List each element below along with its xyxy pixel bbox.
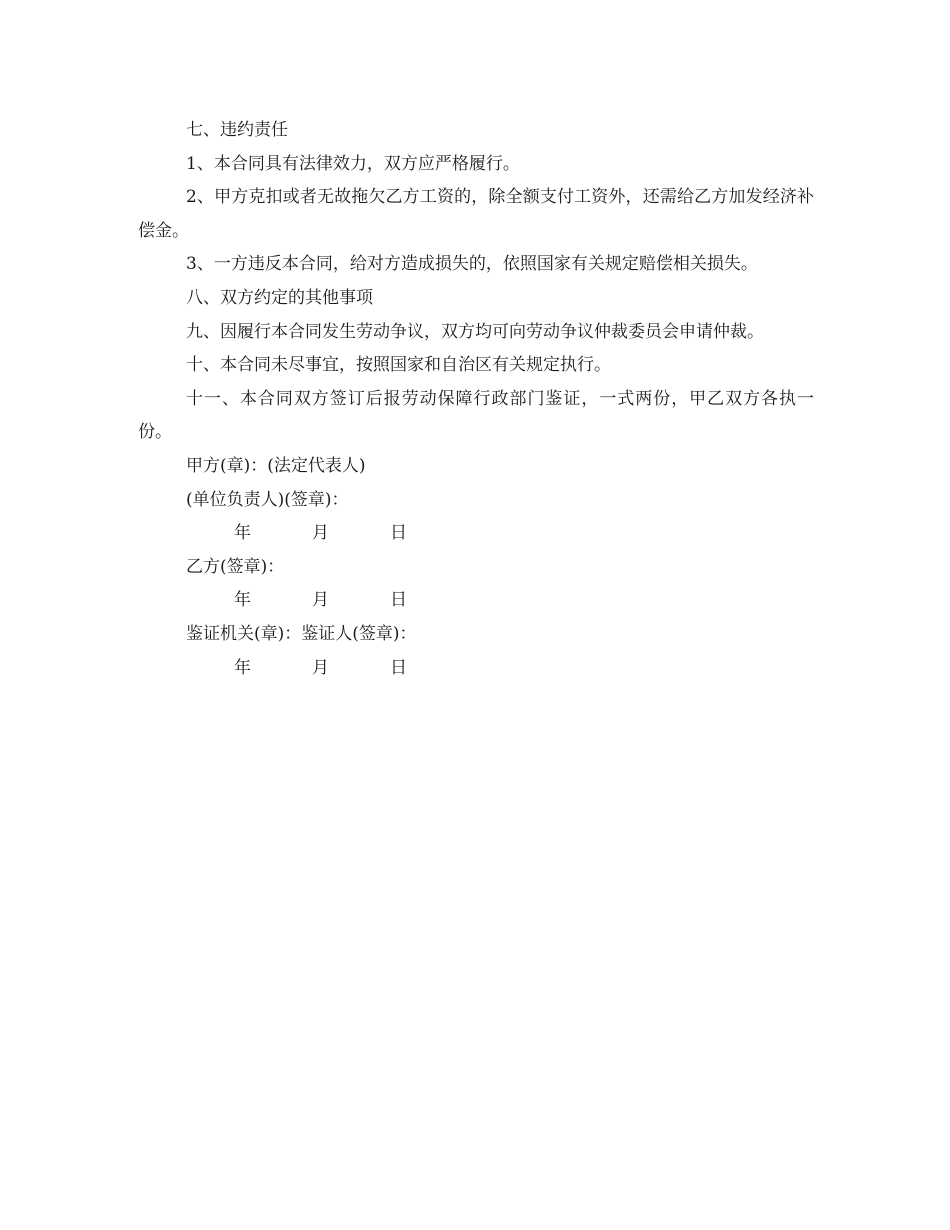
date-year-label: 年	[234, 657, 251, 678]
date-year-label: 年	[234, 590, 251, 611]
party-b-date-line	[138, 584, 814, 618]
date-year-label: 年	[234, 523, 251, 544]
verifier-date-line	[138, 652, 814, 686]
clause-7-2: 2、甲方克扣或者无故拖欠乙方工资的，除全额支付工资外，还需给乙方加发经济补偿金。	[138, 187, 814, 241]
clause-7-3: 3、一方违反本合同，给对方造成损失的，依照国家有关规定赔偿相关损失。	[186, 254, 758, 275]
section-7-title: 七、违约责任	[186, 120, 288, 140]
section-8-title: 八、双方约定的其他事项	[186, 287, 373, 308]
party-b-signature-line: 乙方(签章)：	[186, 556, 285, 577]
date-day-label: 日	[390, 657, 407, 678]
date-month-label: 月	[312, 523, 329, 544]
date-day-label: 日	[390, 590, 407, 611]
date-month-label: 月	[312, 657, 329, 678]
date-month-label: 月	[312, 590, 329, 611]
party-a-representative-line: (单位负责人)(签章)：	[186, 489, 349, 510]
verifier-signature-line: 鉴证机关(章)：鉴证人(签章)：	[186, 623, 417, 644]
section-9: 九、因履行本合同发生劳动争议，双方均可向劳动争议仲裁委员会申请仲裁。	[186, 321, 764, 342]
date-day-label: 日	[390, 523, 407, 544]
contract-body	[138, 114, 814, 685]
party-a-signature-line: 甲方(章)：(法定代表人)	[186, 455, 366, 476]
section-11: 十一、本合同双方签订后报劳动保障行政部门鉴证，一式两份，甲乙双方各执一份。	[138, 388, 814, 443]
clause-7-1: 1、本合同具有法律效力，双方应严格履行。	[186, 153, 520, 174]
party-a-date-line	[138, 517, 814, 551]
section-10: 十、本合同未尽事宜，按照国家和自治区有关规定执行。	[186, 355, 611, 376]
